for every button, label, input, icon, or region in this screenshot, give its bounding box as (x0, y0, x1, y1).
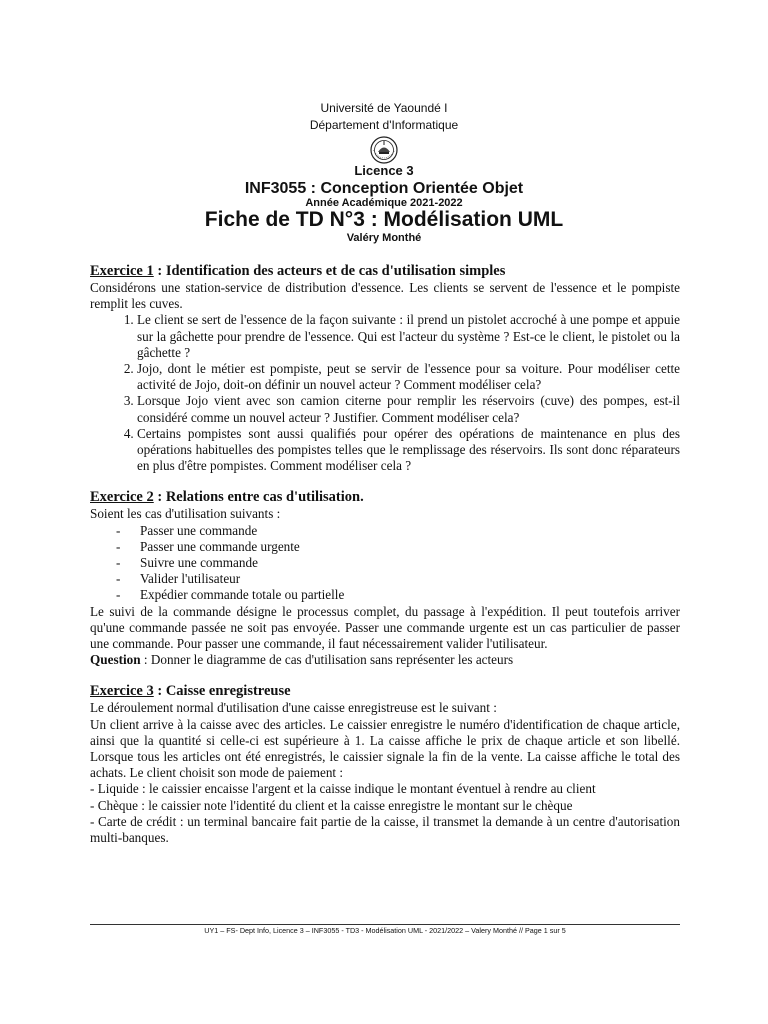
exercise-2-paragraph: Le suivi de la commande désigne le processus complet, du passage à l'expédition. Il peut toutefois arriver qu'une commande passée ne soit pas envoyée. Passer une commande urgente est un cas particulier de passer une commande. Pour passer une commande, il faut nécessairement valider l'utilisateur. (90, 603, 680, 652)
university-name: Université de Yaoundé I (320, 101, 448, 115)
list-item: 2. Jojo, dont le métier est pompiste, peut se servir de l'essence pour sa voiture. Pour modéliser cette activité de Jojo, doit-on définir un nouvel acteur ? Comment modéliser cela? (137, 361, 680, 393)
exercise-2-question (90, 652, 680, 668)
list-item: - Valider l'utilisateur (116, 571, 680, 587)
exercise-1-intro: Considérons une station-service de distribution d'essence. Les clients se servent de l'essence et le pompiste remplit les cuves. (90, 280, 680, 312)
exercise-3-paragraph: Un client arrive à la caisse avec des articles. Le caissier enregistre le numéro d'identification de chaque article, ainsi que la quantité si celle-ci est supérieure à 1. La caisse affiche le prix de chaque article et son libellé. Lorsque tous les articles ont été enregistrés, le caissier signale la fin de la vente. La caisse affiche le total des achats. Le client choisit son mode de paiement : (90, 716, 680, 781)
use-case-list (90, 523, 680, 604)
exercise-3-title: : Caisse enregistreuse (153, 683, 291, 700)
document-body (90, 262, 680, 846)
exercise-1-questions (90, 312, 680, 474)
level-label: Licence 3 (354, 163, 414, 178)
author-name: Valéry Monthé (346, 232, 422, 244)
exercise-1-title: : Identification des acteurs et de cas d'utilisation simples (153, 263, 506, 279)
exercise-2-label: Exercice 2 (90, 489, 154, 506)
exercise-2-title: : Relations entre cas d'utilisation. (153, 489, 364, 506)
question-text: : Donner le diagramme de cas d'utilisation sans représenter les acteurs (140, 652, 514, 668)
footer-divider (90, 924, 680, 925)
document-title: Fiche de TD N°3 : Modélisation UML (204, 208, 564, 231)
payment-card: - Carte de crédit : un terminal bancaire fait partie de la caisse, il transmet la demande à un centre d'autorisation multi-banques. (90, 813, 680, 846)
list-item: - Expédier commande totale ou partielle (116, 587, 680, 603)
list-item: - Passer une commande (116, 523, 680, 539)
list-item: 1. Le client se sert de l'essence de la façon suivante : il prend un pistolet accroché à une pompe et appuie sur la gâchette pour prendre de l'essence. Qui est l'acteur du système ? Est-ce le client, le pistolet ou la gâchette ? (137, 312, 680, 361)
list-item: - Passer une commande urgente (116, 539, 680, 555)
list-item: - Suivre une commande (116, 555, 680, 571)
payment-liquid: - Liquide : le caissier encaisse l'argent et la caisse indique le montant éventuel à rendre au client (90, 781, 596, 797)
page-footer: UY1 – FS- Dept Info, Licence 3 – INF3055 - TD3 - Modélisation UML - 2021/2022 – Valery Monthé // Page 1 sur 5 (204, 926, 566, 935)
exercise-1-label: Exercice 1 (90, 263, 154, 279)
exercise-2-intro: Soient les cas d'utilisation suivants : (90, 506, 281, 522)
course-title: INF3055 : Conception Orientée Objet (244, 180, 524, 197)
university-seal-icon (369, 135, 399, 165)
exercise-2-heading (90, 488, 680, 506)
exercise-3-intro: Le déroulement normal d'utilisation d'une caisse enregistreuse est le suivant : (90, 700, 497, 716)
exercise-3-heading (90, 682, 680, 700)
department-name: Département d'Informatique (309, 118, 459, 132)
exercise-3-label: Exercice 3 (90, 683, 154, 700)
list-item: 3. Lorsque Jojo vient avec son camion citerne pour remplir les réservoirs (cuve) des pompes, est-il considéré comme un nouvel acteur ? Justifier. Comment modéliser cela? (137, 393, 680, 425)
academic-year: Année Académique 2021-2022 (305, 197, 463, 209)
exercise-1-heading (90, 262, 680, 280)
list-item: 4. Certains pompistes sont aussi qualifiés pour opérer des opérations de maintenance en plus des opérations habituelles des pompistes telles que le remplissage des réservoirs. Ils sont donc réparateurs en plus d'être pompistes. Comment modéliser cela ? (137, 426, 680, 475)
payment-cheque: - Chèque : le caissier note l'identité du client et la caisse enregistre le montant sur le chèque (90, 797, 573, 813)
question-label: Question (90, 652, 141, 668)
